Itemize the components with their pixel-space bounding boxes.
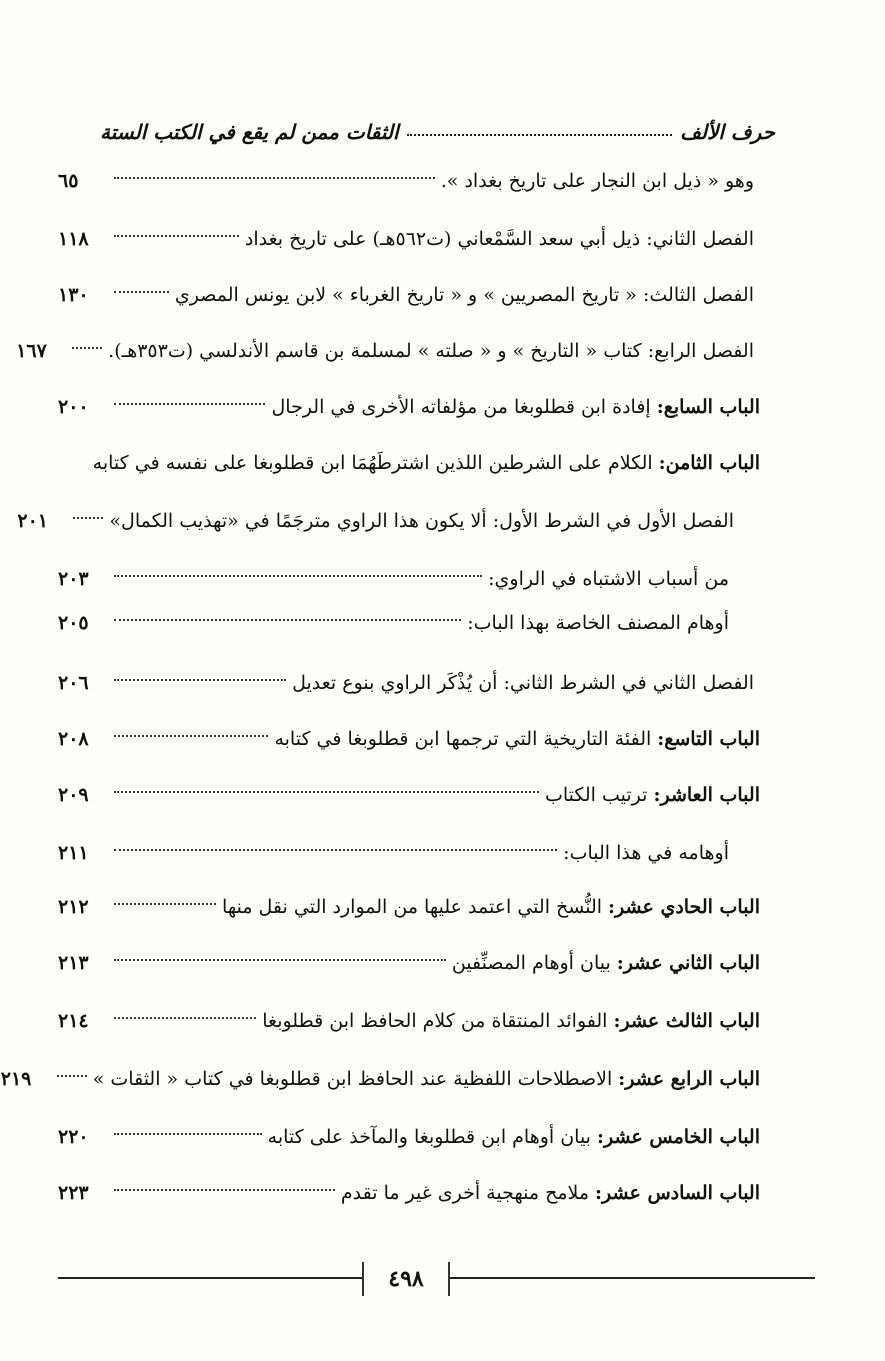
toc-entry: الباب السابع: إفادة ابن قطلوبغا من مؤلفاته الأخرى في الرجال ٢٠٠ <box>58 396 760 418</box>
page-number: ٤٩٨ <box>362 1262 450 1296</box>
header-dots <box>407 124 673 136</box>
toc-entry: الباب الخامس عشر: بيان أوهام ابن قطلوبغا والمآخذ على كتابه ٢٢٠ <box>58 1126 760 1148</box>
toc-entry: الباب العاشر: ترتيب الكتاب ٢٠٩ <box>58 784 760 806</box>
toc-entry: الفصل الثاني: ذيل أبي سعد السَّمْعاني (ت٥٦٢هـ) على تاريخ بغداد ١١٨ <box>58 228 754 250</box>
toc-entry: الفصل الثاني في الشرط الثاني: أن يُذْكَر الراوي بنوع تعديل ٢٠٦ <box>58 672 754 694</box>
page-ref: ٢٠٨ <box>58 728 89 750</box>
page-ref: ٢١٤ <box>58 1010 89 1032</box>
toc-entry: الباب السادس عشر: ملامح منهجية أخرى غير ما تقدم ٢٢٣ <box>58 1182 760 1204</box>
page-ref: ٢٠٩ <box>58 784 89 806</box>
toc-entry: الفصل الأول في الشرط الأول: ألا يكون هذا الراوي مترجَمًا في «تهذيب الكمال» ٢٠١ <box>17 510 734 532</box>
page-ref: ٦٥ <box>58 170 79 192</box>
page-ref: ٢٠١ <box>17 510 49 532</box>
page-ref: ٢٢٣ <box>58 1182 89 1204</box>
page-ref: ٢١٩ <box>0 1068 32 1090</box>
toc-entry: أوهامه في هذا الباب: ٢١١ <box>58 842 729 864</box>
page-ref: ٢٢٠ <box>58 1126 89 1148</box>
toc-entry: الباب الرابع عشر: الاصطلاحات اللفظية عند الحافظ ابن قطلوبغا في كتاب « الثقات » ٢١٩ <box>0 1068 760 1090</box>
page-ref: ٢٠٥ <box>58 612 89 634</box>
toc-entry: وهو « ذيل ابن النجار على تاريخ بغداد ». ٦٥ <box>58 170 754 192</box>
page-ref: ٢٠٦ <box>58 672 89 694</box>
toc-entry: الباب الثامن: الكلام على الشرطين اللذين اشترطَهُمَا ابن قطلوبغا على نفسه في كتابه <box>92 452 760 474</box>
page-ref: ٢٠٠ <box>58 396 89 418</box>
header-chapter: حرف الألف <box>680 120 775 144</box>
page-ref: ١٣٠ <box>58 284 89 306</box>
header-book-title: الثقات ممن لم يقع في الكتب الستة <box>100 120 399 144</box>
toc-entry: من أسباب الاشتباه في الراوي: ٢٠٣ <box>58 568 729 590</box>
toc-entry: الباب الثالث عشر: الفوائد المنتقاة من كلام الحافظ ابن قطلوبغا ٢١٤ <box>58 1010 760 1032</box>
running-header <box>100 112 775 152</box>
toc-entry: الباب الثاني عشر: بيان أوهام المصنِّفين ٢١٣ <box>58 952 760 974</box>
toc-entry: الباب الحادي عشر: النُّسخ التي اعتمد عليها من الموارد التي نقل منها ٢١٢ <box>58 896 760 918</box>
page-ref: ٢٠٣ <box>58 568 89 590</box>
toc-entry: أوهام المصنف الخاصة بهذا الباب: ٢٠٥ <box>58 612 729 634</box>
page-ref: ١٦٧ <box>16 340 47 362</box>
toc-entry: الفصل الرابع: كتاب « التاريخ » و « صلته » لمسلمة بن قاسم الأندلسي (ت٣٥٣هـ). ١٦٧ <box>16 340 754 362</box>
page-ref: ١١٨ <box>58 228 89 250</box>
toc-entry: الباب التاسع: الفئة التاريخية التي ترجمها ابن قطلوبغا في كتابه ٢٠٨ <box>58 728 760 750</box>
page-ref: ٢١١ <box>58 842 89 864</box>
page-ref: ٢١٣ <box>58 952 89 974</box>
page-ref: ٢١٢ <box>58 896 89 918</box>
toc-entry: الفصل الثالث: « تاريخ المصريين » و « تاريخ الغرباء » لابن يونس المصري ١٣٠ <box>58 284 754 306</box>
